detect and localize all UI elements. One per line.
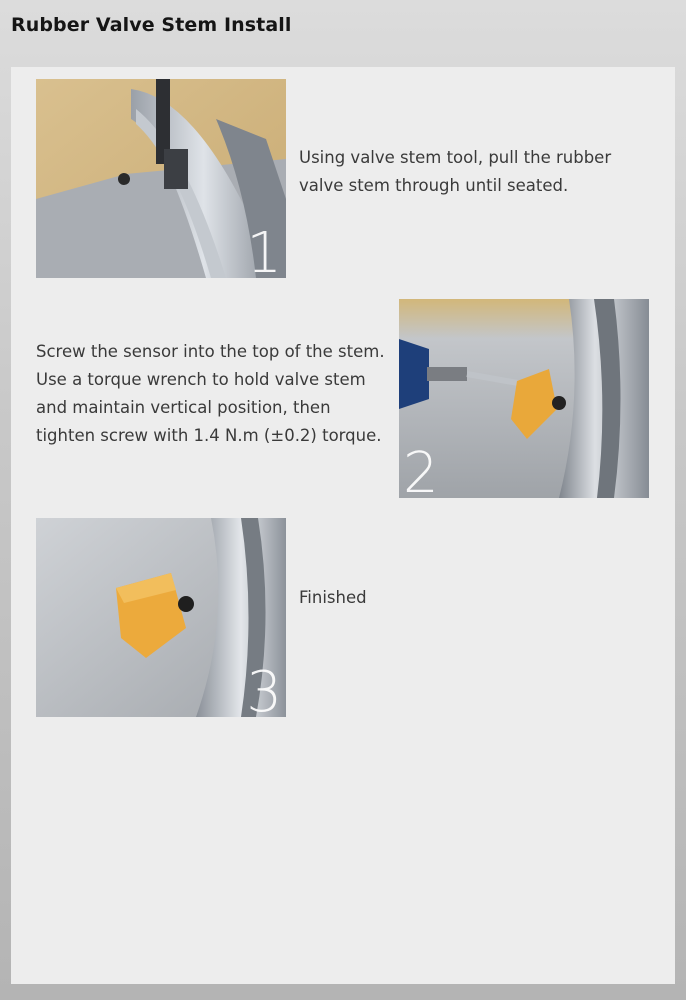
step-number: 3 [246, 660, 282, 717]
step-1-text: Using valve stem tool, pull the rubber valve stem through until seated. [299, 148, 612, 195]
step-number: 1 [246, 221, 282, 278]
step-1-photo [36, 79, 286, 278]
step-2-text: Screw the sensor into the top of the stem. Use a torque wrench to hold valve stem and maintain vertical position, then tighten screw with 1.4 N.m (±0.2) torque. [36, 342, 385, 445]
step-2-photo [399, 299, 649, 498]
step-3-text: Finished [299, 588, 367, 607]
page-title: Rubber Valve Stem Install [11, 14, 292, 36]
step-3-photo [36, 518, 286, 717]
step-number: 2 [403, 441, 439, 498]
